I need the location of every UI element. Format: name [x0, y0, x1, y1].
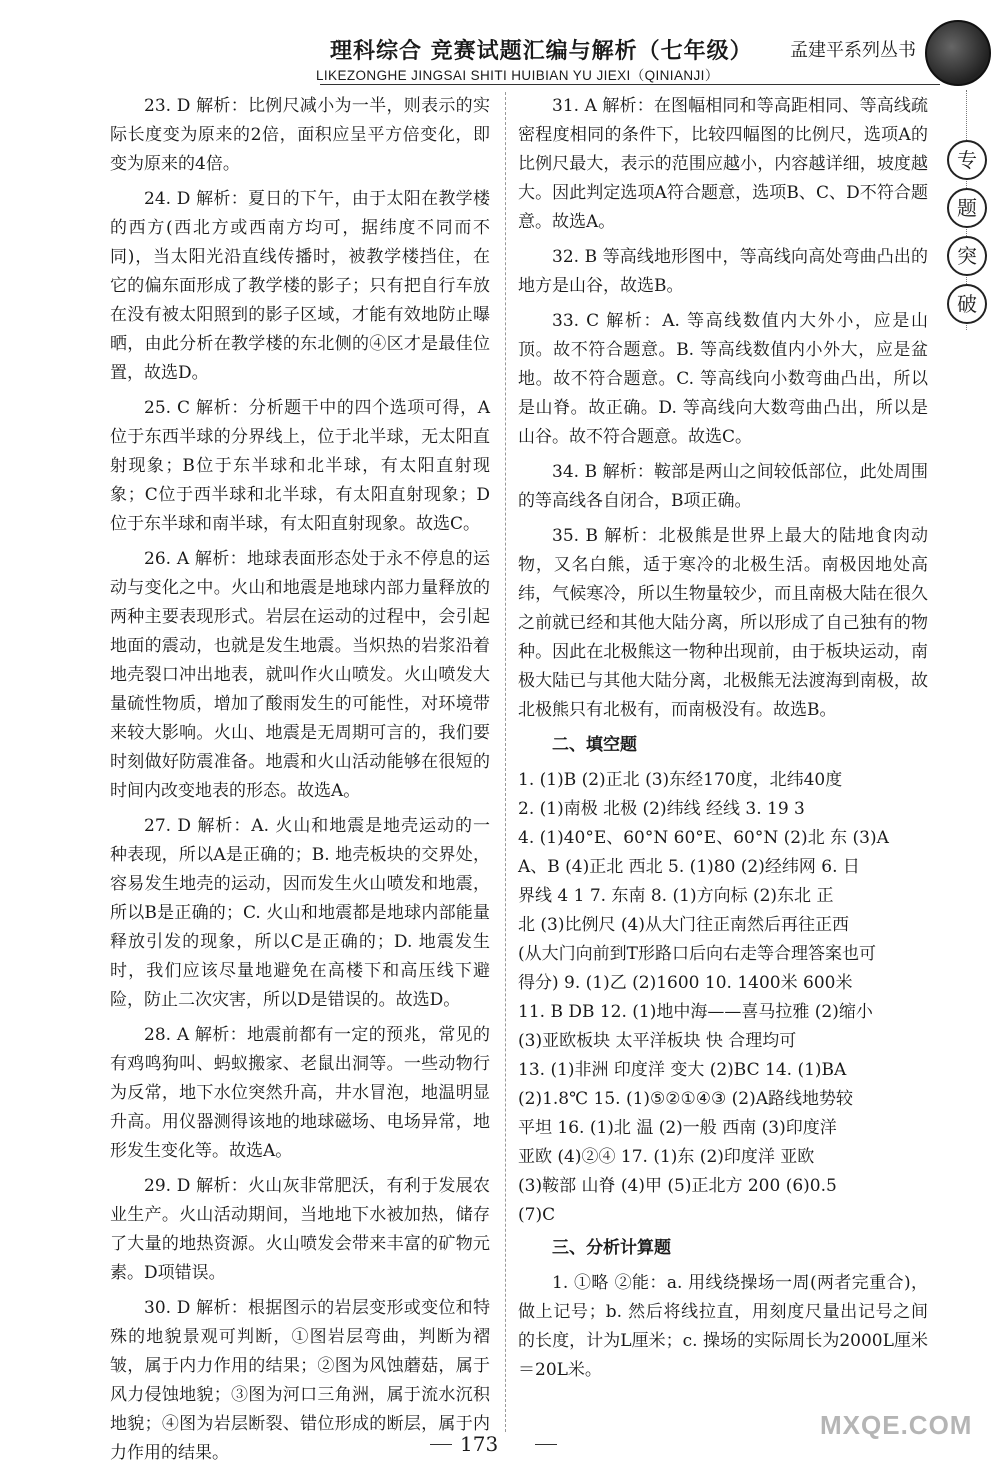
- book-title: 理科综合 竞赛试题汇编与解析（七年级）: [330, 38, 753, 64]
- page-number: 173: [460, 1432, 499, 1456]
- page-header: [0, 0, 1000, 100]
- column-divider: [505, 92, 506, 1432]
- answer-34: 34. B 解析：鞍部是两山之间较低部位，此处周围的等高线各自闭合，B项正确。: [518, 462, 928, 511]
- fill-line: (从大门向前到T形路口后向右走等合理答案也可: [518, 944, 876, 964]
- section-heading-fill: 二、填空题: [552, 735, 637, 755]
- header-divider: [320, 84, 940, 85]
- page-number-dash-left: [430, 1444, 452, 1445]
- right-column: [518, 92, 928, 1391]
- answer-23: 23. D 解析：比例尺减小为一半，则表示的实际长度变为原来的2倍，面积应呈平方倍变化，即变为原来的4倍。: [110, 96, 490, 174]
- fill-line: (2)1.8℃ 15. (1)⑤②①④③ (2)A路线地势较: [518, 1089, 854, 1109]
- fill-line: 1. (1)B (2)正北 (3)东经170度，北纬40度: [518, 770, 843, 790]
- answer-31: 31. A 解析：在图幅相同和等高距相同、等高线疏密程度相同的条件下，比较四幅图的比例尺，选项A的比例尺最大，表示的范围应越小，内容越详细，坡度越大。因此判定选项A符合题意，选项B、C、D不符合题意。故选A。: [518, 96, 928, 232]
- answer-35: 35. B 解析：北极熊是世界上最大的陆地食肉动物，又名白熊，适于寒冷的北极生活。南极因地处高纬，气候寒冷，所以生物量较少，而且南极大陆在很久之前就已经和其他大陆分离，所以形成了自己独有的物种。因此在北极熊这一物种出现前，由于板块运动，南极大陆已与其他大陆分离，北极熊无法渡海到南极，故北极熊只有北极有，而南极没有。故选B。: [518, 526, 928, 720]
- series-logo-icon: [925, 20, 991, 86]
- analysis-answer-1: 1. ①略 ②能：a. 用线绕操场一周(两者完重合)，做上记号；b. 然后将线拉直，用刻度尺量出记号之间的长度，计为L厘米；c. 操场的实际周长为2000L厘米＝20L米。: [518, 1273, 928, 1380]
- book-title-pinyin: LIKEZONGHE JINGSAI SHITI HUIBIAN YU JIEXI（QINIANJI）: [316, 68, 719, 83]
- fill-line: (3)亚欧板块 太平洋板块 快 合理均可: [518, 1031, 797, 1051]
- answer-30: 30. D 解析：根据图示的岩层变形或变位和特殊的地貌景观可判断，①图岩层弯曲，判断为褶皱，属于内力作用的结果；②图为风蚀蘑菇，属于风力侵蚀地貌；③图为河口三角洲，属于流水沉积地貌；④图为岩层断裂、错位形成的断层，属于内力作用的结果。: [110, 1298, 490, 1463]
- answer-33: 33. C 解析：A. 等高线数值内大外小，应是山顶。故不符合题意。B. 等高线数值内小外大，应是盆地。故不符合题意。C. 等高线向小数弯曲凸出，所以是山脊。故正确。D. 等高线向大数弯曲凸出，所以是山谷。故不符合题意。故选C。: [518, 311, 928, 447]
- answer-29: 29. D 解析：火山灰非常肥沃，有利于发展农业生产。火山活动期间，当地地下水被加热，储存了大量的地热资源。火山喷发会带来丰富的矿物元素。D项错误。: [110, 1176, 490, 1283]
- book-series: 孟建平系列丛书: [790, 40, 916, 61]
- watermark: MXQE.COM: [820, 1410, 973, 1440]
- fill-line: 界线 4 1 7. 东南 8. (1)方向标 (2)东北 正: [518, 886, 834, 906]
- answer-32: 32. B 等高线地形图中，等高线向高处弯曲凸出的地方是山谷，故选B。: [518, 247, 928, 296]
- fill-line: 亚欧 (4)②④ 17. (1)东 (2)印度洋 亚欧: [518, 1147, 815, 1167]
- sidebar-char-3: 突: [947, 236, 987, 276]
- fill-line: (7)C: [518, 1205, 556, 1225]
- fill-line: (3)鞍部 山脊 (4)甲 (5)正北方 200 (6)0.5: [518, 1176, 837, 1196]
- fill-line: 2. (1)南极 北极 (2)纬线 经线 3. 19 3: [518, 799, 805, 819]
- sidebar-char-1: 专: [947, 140, 987, 180]
- answer-25: 25. C 解析：分析题干中的四个选项可得，A位于东西半球的分界线上，位于北半球，无太阳直射现象；B位于东半球和北半球，有太阳直射现象；C位于西半球和北半球，有太阳直射现象；D位于东半球和南半球，有太阳直射现象。故选C。: [110, 398, 490, 534]
- fill-line: 平坦 16. (1)北 温 (2)一般 西南 (3)印度洋: [518, 1118, 837, 1138]
- answer-27: 27. D 解析：A. 火山和地震是地壳运动的一种表现，所以A是正确的；B. 地壳板块的交界处，容易发生地壳的运动，因而发生火山喷发和地震，所以B是正确的；C. 火山和地震都是地球内部能量释放引发的现象，所以C是正确的；D. 地震发生时，我们应该尽量地避免在高楼下和高压线下避险，防止二次灾害，所以D是错误的。故选D。: [110, 816, 490, 1010]
- answer-24: 24. D 解析：夏日的下午，由于太阳在教学楼的西方(西北方或西南方均可，据纬度不同而不同)，当太阳光沿直线传播时，被教学楼挡住，在它的偏东面形成了教学楼的影子；只有把自行车放在没有被太阳照到的影子区域，才能有效地防止曝晒，由此分析在教学楼的东北侧的④区才是最佳位置，故选D。: [110, 189, 490, 383]
- fill-line: 13. (1)非洲 印度洋 变大 (2)BC 14. (1)BA: [518, 1060, 847, 1080]
- fill-line: 得分) 9. (1)乙 (2)1600 10. 1400米 600米: [518, 973, 853, 993]
- left-column: [110, 92, 490, 1474]
- sidebar-char-4: 破: [947, 284, 987, 324]
- answer-28: 28. A 解析：地震前都有一定的预兆，常见的有鸡鸣狗叫、蚂蚁搬家、老鼠出洞等。一些动物行为反常，地下水位突然升高，井水冒泡，地温明显升高。用仪器测得该地的地球磁场、电场异常，地形发生变化等。故选A。: [110, 1025, 490, 1161]
- fill-line: 11. B DB 12. (1)地中海——喜马拉雅 (2)缩小: [518, 1002, 873, 1022]
- section-heading-analysis: 三、分析计算题: [552, 1238, 671, 1258]
- page-number-dash-right: [535, 1444, 557, 1445]
- fill-line: 4. (1)40°E、60°N 60°E、60°N (2)北 东 (3)A: [518, 828, 889, 848]
- fill-line: 北 (3)比例尺 (4)从大门往正南然后再往正西: [518, 915, 849, 935]
- sidebar-char-2: 题: [947, 188, 987, 228]
- answer-26: 26. A 解析：地球表面形态处于永不停息的运动与变化之中。火山和地震是地球内部力量释放的两种主要表现形式。岩层在运动的过程中，会引起地面的震动，也就是发生地震。当炽热的岩浆沿着地壳裂口冲出地表，就叫作火山喷发。火山喷发大量硫性物质，增加了酸雨发生的可能性，对环境带来较大影响。火山、地震是无周期可言的，我们要时刻做好防震准备。地震和火山活动能够在很短的时间内改变地表的形态。故选A。: [110, 549, 490, 801]
- fill-line: A、B (4)正北 西北 5. (1)80 (2)经纬网 6. 日: [518, 857, 860, 877]
- fill-answers: [518, 766, 928, 1230]
